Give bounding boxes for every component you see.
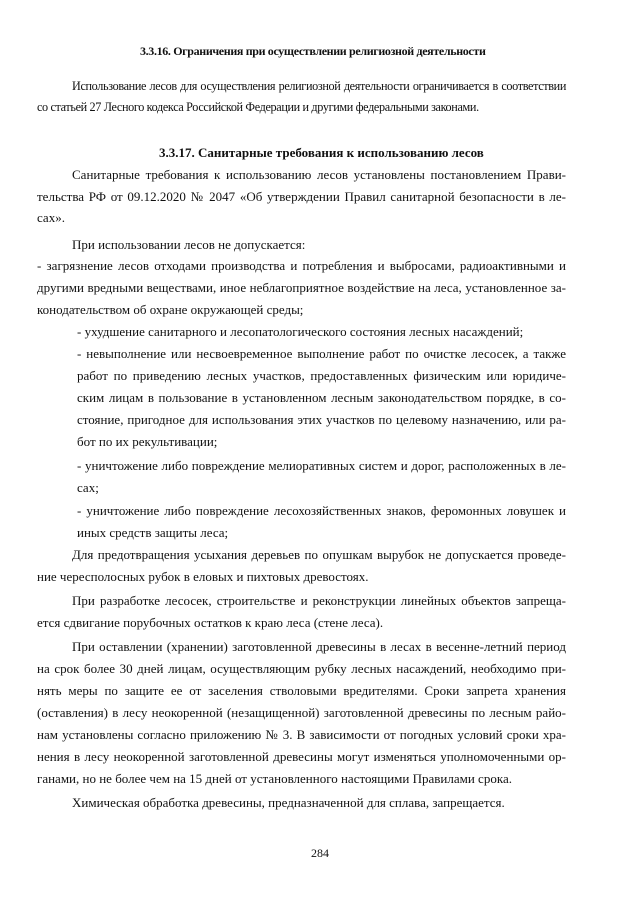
list-item-line: конодательством об охране окружающей среды; — [37, 302, 304, 317]
paragraph-line: ется сдвигание порубочных остатков к краю леса (стене леса). — [37, 615, 384, 630]
list-item-line: бот по их рекультивации; — [77, 434, 218, 449]
paragraph-line: тельства РФ от 09.12.2020 № 2047 «Об утверждении Правил санитарной безопасности в ле- — [37, 189, 566, 204]
list-item-line: - уничтожение либо повреждение мелиоративных систем и дорог, расположенных в ле- — [77, 458, 566, 473]
paragraph-line: Санитарные требования к использованию лесов установлены постановлением Прави- — [72, 167, 566, 182]
paragraph-line: нять меры по защите ее от заселения стволовыми вредителями. Сроки запрета хранения — [37, 683, 566, 698]
list-item-line: другими вредными веществами, иное неблагоприятное воздействие на леса, установленное за- — [37, 280, 566, 295]
list-item-line: - невыполнение или несвоевременное выполнение работ по очистке лесосек, а также — [77, 346, 566, 361]
paragraph-line: сах». — [37, 210, 65, 225]
list-item-line: сах; — [77, 480, 99, 495]
paragraph-line: нам установлены согласно приложению № 3. В зависимости от погодных условий сроки хра- — [37, 727, 566, 742]
paragraph-line: При разработке лесосек, строительстве и реконструкции линейных объектов запреща- — [72, 593, 566, 608]
list-item-line: - уничтожение либо повреждение лесохозяйственных знаков, феромонных ловушек и — [77, 503, 566, 518]
page-number: 284 — [311, 846, 329, 860]
list-item-line: иных средств защиты леса; — [77, 525, 229, 540]
section-heading-3-3-16: 3.3.16. Ограничения при осуществлении религиозной деятельности — [140, 44, 486, 58]
list-item-line: ским лицам в пользование в установленном лесным законодательством порядке, в со- — [77, 390, 566, 405]
list-item-line: стояние, пригодное для использования этих участков по целевому назначению, или ра- — [77, 412, 566, 427]
list-item-line: - загрязнение лесов отходами производства и потребления и выбросами, радиоактивными и — [37, 258, 566, 273]
paragraph-line: При оставлении (хранении) заготовленной древесины в лесах в весенне-летний период — [72, 639, 566, 654]
paragraph-line: со статьей 27 Лесного кодекса Российской Федерации и другими федеральными законами. — [37, 100, 479, 114]
paragraph-line: нения в лесу неокоренной заготовленной древесины могут изменяться уполномоченными ор- — [37, 749, 566, 764]
paragraph-line: При использовании лесов не допускается: — [72, 237, 306, 252]
paragraph-line: ганами, но не более чем на 15 дней от установленного настоящими Правилами срока. — [37, 771, 512, 786]
paragraph-line: Химическая обработка древесины, предназначенной для сплава, запрещается. — [72, 795, 505, 810]
paragraph-line: Для предотвращения усыхания деревьев по опушкам вырубок не допускается проведе- — [72, 547, 566, 562]
paragraph-line: (оставления) в лесу неокоренной (незащищенной) заготовленной древесины по лесным райо- — [37, 705, 566, 720]
paragraph-line: Использование лесов для осуществления религиозной деятельности ограничивается в соответствии — [72, 79, 566, 93]
paragraph-line: ние чересполосных рубок в еловых и пихтовых древостоях. — [37, 569, 369, 584]
paragraph-line: на срок более 30 дней лицам, осуществляющим рубку лесных насаждений, необходимо при- — [37, 661, 566, 676]
list-item-line: работ по приведению лесных участков, предоставленных физическим или юридиче- — [77, 368, 566, 383]
list-item-line: - ухудшение санитарного и лесопатологического состояния лесных насаждений; — [77, 324, 524, 339]
section-heading-3-3-17: 3.3.17. Санитарные требования к использованию лесов — [159, 145, 484, 160]
